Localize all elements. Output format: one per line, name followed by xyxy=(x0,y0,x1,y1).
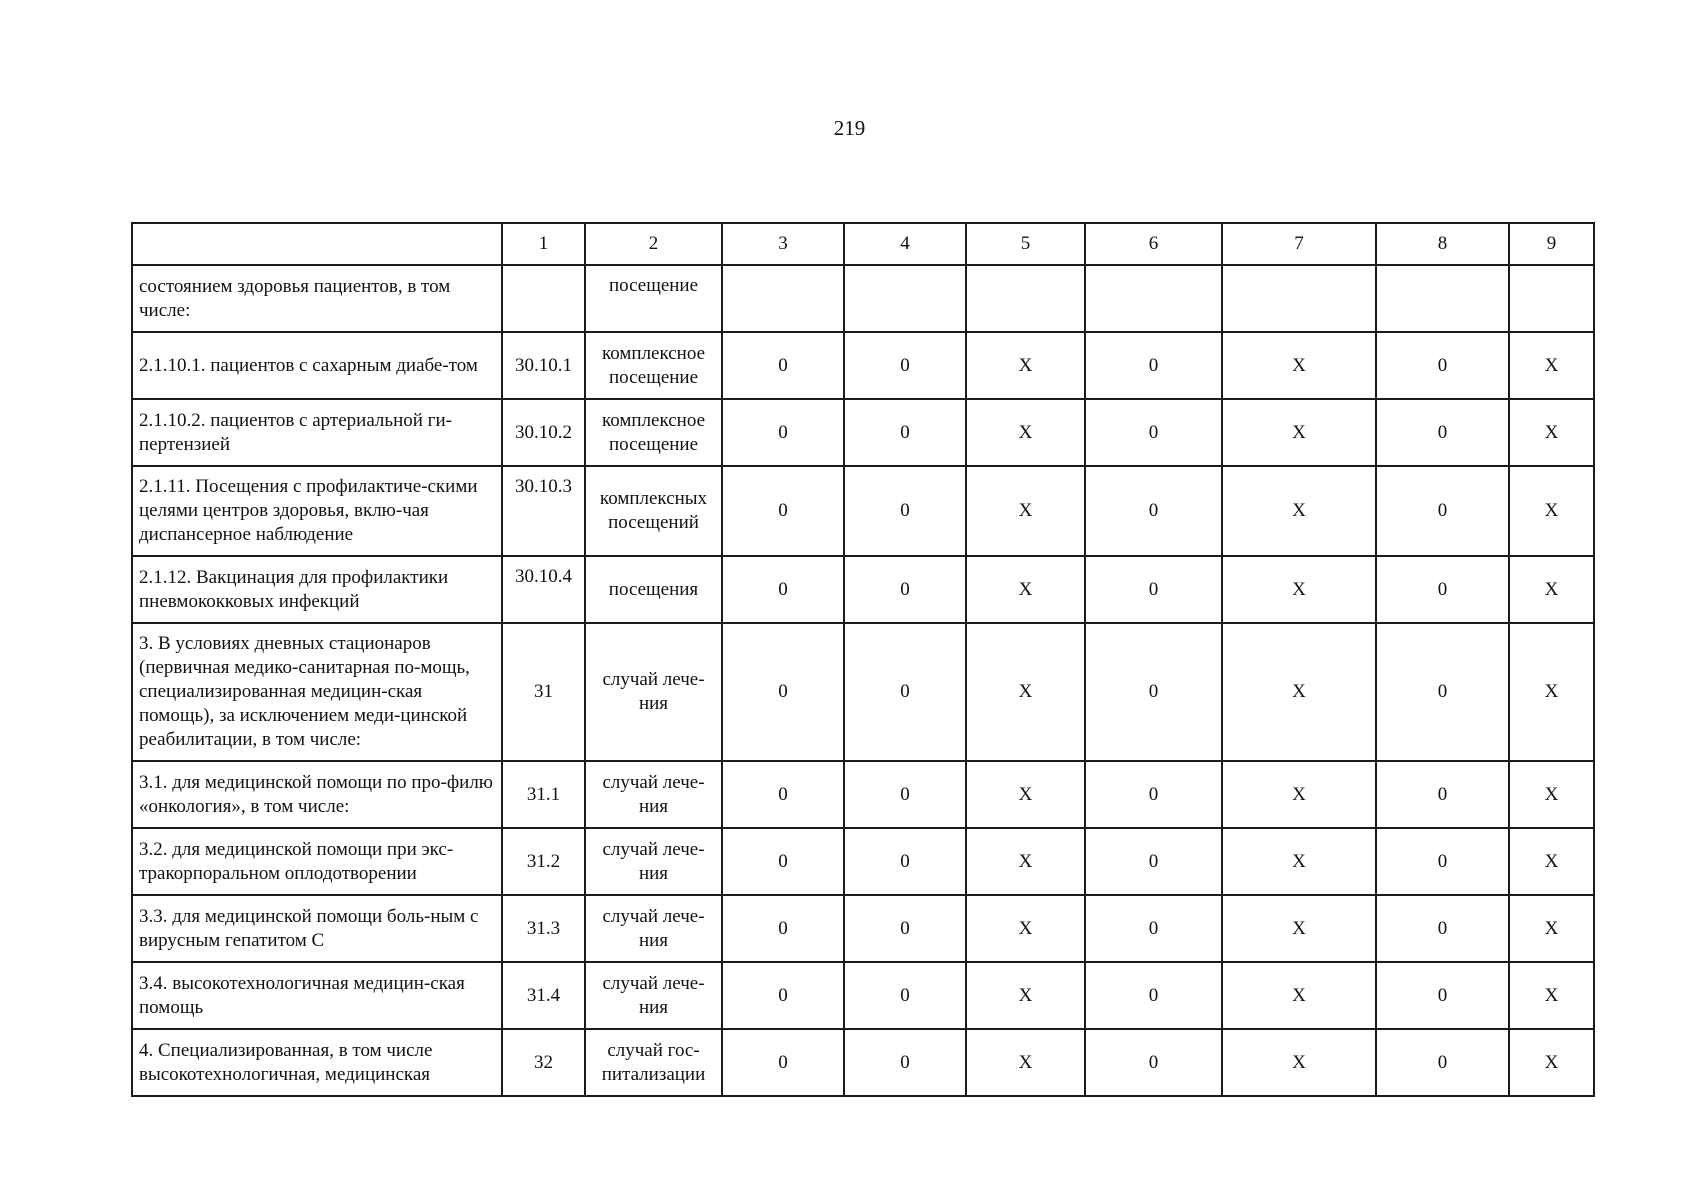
cell-col9: X xyxy=(1509,399,1594,466)
cell-col4: 0 xyxy=(844,761,966,828)
row-code: 31.2 xyxy=(502,828,585,895)
row-description: 3. В условиях дневных стационаров (первичная медико-санитарная по-мощь, специализированная медицин-ская помощь), за исключением меди-цинской реабилитации, в том числе: xyxy=(132,623,502,761)
cell-col6: 0 xyxy=(1085,761,1222,828)
cell-col7: X xyxy=(1222,761,1376,828)
row-description: 3.4. высокотехнологичная медицин-ская помощь xyxy=(132,962,502,1029)
cell-col7: X xyxy=(1222,895,1376,962)
cell-col8: 0 xyxy=(1376,623,1509,761)
cell-col7 xyxy=(1222,265,1376,332)
cell-col4: 0 xyxy=(844,623,966,761)
cell-col5: X xyxy=(966,623,1085,761)
cell-col5: X xyxy=(966,962,1085,1029)
cell-col9 xyxy=(1509,265,1594,332)
cell-col9: X xyxy=(1509,895,1594,962)
row-description: 3.1. для медицинской помощи по про-филю «онкология», в том числе: xyxy=(132,761,502,828)
header-cell: 9 xyxy=(1509,223,1594,265)
cell-col7: X xyxy=(1222,623,1376,761)
cell-col5: X xyxy=(966,332,1085,399)
row-code: 30.10.4 xyxy=(502,556,585,623)
cell-col7: X xyxy=(1222,1029,1376,1096)
header-cell: 1 xyxy=(502,223,585,265)
table-row xyxy=(132,623,1594,761)
row-code: 31.1 xyxy=(502,761,585,828)
row-description: состоянием здоровья пациентов, в том числе: xyxy=(132,265,502,332)
cell-col5 xyxy=(966,265,1085,332)
header-row xyxy=(132,223,1594,265)
cell-col6: 0 xyxy=(1085,466,1222,556)
cell-col4: 0 xyxy=(844,399,966,466)
row-unit: случай лече-ния xyxy=(585,895,722,962)
cell-col8: 0 xyxy=(1376,556,1509,623)
cell-col7: X xyxy=(1222,399,1376,466)
cell-col3: 0 xyxy=(722,623,844,761)
cell-col5: X xyxy=(966,556,1085,623)
row-unit: посещение xyxy=(585,265,722,332)
cell-col5: X xyxy=(966,399,1085,466)
header-cell: 5 xyxy=(966,223,1085,265)
cell-col3: 0 xyxy=(722,895,844,962)
cell-col5: X xyxy=(966,828,1085,895)
row-description: 4. Специализированная, в том числе высокотехнологичная, медицинская xyxy=(132,1029,502,1096)
table-row xyxy=(132,399,1594,466)
cell-col8: 0 xyxy=(1376,761,1509,828)
cell-col5: X xyxy=(966,1029,1085,1096)
header-cell: 3 xyxy=(722,223,844,265)
cell-col3: 0 xyxy=(722,332,844,399)
cell-col3: 0 xyxy=(722,828,844,895)
row-code: 31.3 xyxy=(502,895,585,962)
cell-col8: 0 xyxy=(1376,332,1509,399)
header-cell: 2 xyxy=(585,223,722,265)
cell-col5: X xyxy=(966,466,1085,556)
header-cell: 6 xyxy=(1085,223,1222,265)
cell-col8: 0 xyxy=(1376,962,1509,1029)
cell-col8: 0 xyxy=(1376,1029,1509,1096)
row-unit: случай гос-питализации xyxy=(585,1029,722,1096)
row-description: 3.3. для медицинской помощи боль-ным с вирусным гепатитом С xyxy=(132,895,502,962)
cell-col9: X xyxy=(1509,466,1594,556)
table-row xyxy=(132,466,1594,556)
cell-col4: 0 xyxy=(844,466,966,556)
header-cell: 4 xyxy=(844,223,966,265)
cell-col6: 0 xyxy=(1085,556,1222,623)
cell-col3: 0 xyxy=(722,1029,844,1096)
cell-col3 xyxy=(722,265,844,332)
cell-col6: 0 xyxy=(1085,828,1222,895)
table-row xyxy=(132,761,1594,828)
cell-col8: 0 xyxy=(1376,828,1509,895)
table-row xyxy=(132,556,1594,623)
cell-col8 xyxy=(1376,265,1509,332)
header-cell: 7 xyxy=(1222,223,1376,265)
row-description: 2.1.10.1. пациентов с сахарным диабе-том xyxy=(132,332,502,399)
cell-col8: 0 xyxy=(1376,399,1509,466)
cell-col3: 0 xyxy=(722,761,844,828)
row-code: 30.10.2 xyxy=(502,399,585,466)
cell-col6: 0 xyxy=(1085,399,1222,466)
table-row xyxy=(132,332,1594,399)
cell-col9: X xyxy=(1509,332,1594,399)
cell-col6: 0 xyxy=(1085,1029,1222,1096)
cell-col8: 0 xyxy=(1376,466,1509,556)
cell-col6: 0 xyxy=(1085,895,1222,962)
cell-col3: 0 xyxy=(722,399,844,466)
row-code: 31 xyxy=(502,623,585,761)
cell-col3: 0 xyxy=(722,466,844,556)
table-row xyxy=(132,1029,1594,1096)
header-cell: 8 xyxy=(1376,223,1509,265)
cell-col4 xyxy=(844,265,966,332)
cell-col4: 0 xyxy=(844,556,966,623)
cell-col3: 0 xyxy=(722,962,844,1029)
header-cell xyxy=(132,223,502,265)
row-description: 2.1.12. Вакцинация для профилактики пневмококковых инфекций xyxy=(132,556,502,623)
table-row xyxy=(132,895,1594,962)
cell-col4: 0 xyxy=(844,962,966,1029)
cell-col9: X xyxy=(1509,962,1594,1029)
cell-col9: X xyxy=(1509,828,1594,895)
cell-col5: X xyxy=(966,895,1085,962)
cell-col7: X xyxy=(1222,556,1376,623)
row-unit: посещения xyxy=(585,556,722,623)
row-unit: комплексное посещение xyxy=(585,332,722,399)
cell-col3: 0 xyxy=(722,556,844,623)
row-code: 30.10.3 xyxy=(502,466,585,556)
cell-col9: X xyxy=(1509,761,1594,828)
row-description: 2.1.11. Посещения с профилактиче-скими целями центров здоровья, вклю-чая диспансерное наблюдение xyxy=(132,466,502,556)
table-row xyxy=(132,828,1594,895)
cell-col6: 0 xyxy=(1085,623,1222,761)
cell-col9: X xyxy=(1509,556,1594,623)
row-unit: случай лече-ния xyxy=(585,962,722,1029)
cell-col6: 0 xyxy=(1085,332,1222,399)
cell-col7: X xyxy=(1222,962,1376,1029)
row-description: 2.1.10.2. пациентов с артериальной ги-пертензией xyxy=(132,399,502,466)
cell-col5: X xyxy=(966,761,1085,828)
cell-col6 xyxy=(1085,265,1222,332)
row-unit: случай лече-ния xyxy=(585,828,722,895)
row-unit: комплексных посещений xyxy=(585,466,722,556)
row-code: 32 xyxy=(502,1029,585,1096)
cell-col4: 0 xyxy=(844,1029,966,1096)
cell-col4: 0 xyxy=(844,332,966,399)
page-number: 219 xyxy=(833,116,866,140)
row-unit: случай лече-ния xyxy=(585,761,722,828)
row-unit: комплексное посещение xyxy=(585,399,722,466)
cell-col8: 0 xyxy=(1376,895,1509,962)
cell-col9: X xyxy=(1509,623,1594,761)
table-row xyxy=(132,265,1594,332)
data-table xyxy=(131,222,1595,1097)
row-description: 3.2. для медицинской помощи при экс-тракорпоральном оплодотворении xyxy=(132,828,502,895)
row-code: 31.4 xyxy=(502,962,585,1029)
cell-col7: X xyxy=(1222,466,1376,556)
cell-col4: 0 xyxy=(844,895,966,962)
cell-col6: 0 xyxy=(1085,962,1222,1029)
row-code: 30.10.1 xyxy=(502,332,585,399)
cell-col7: X xyxy=(1222,828,1376,895)
cell-col9: X xyxy=(1509,1029,1594,1096)
row-unit: случай лече-ния xyxy=(585,623,722,761)
row-code xyxy=(502,265,585,332)
cell-col7: X xyxy=(1222,332,1376,399)
table-row xyxy=(132,962,1594,1029)
cell-col4: 0 xyxy=(844,828,966,895)
